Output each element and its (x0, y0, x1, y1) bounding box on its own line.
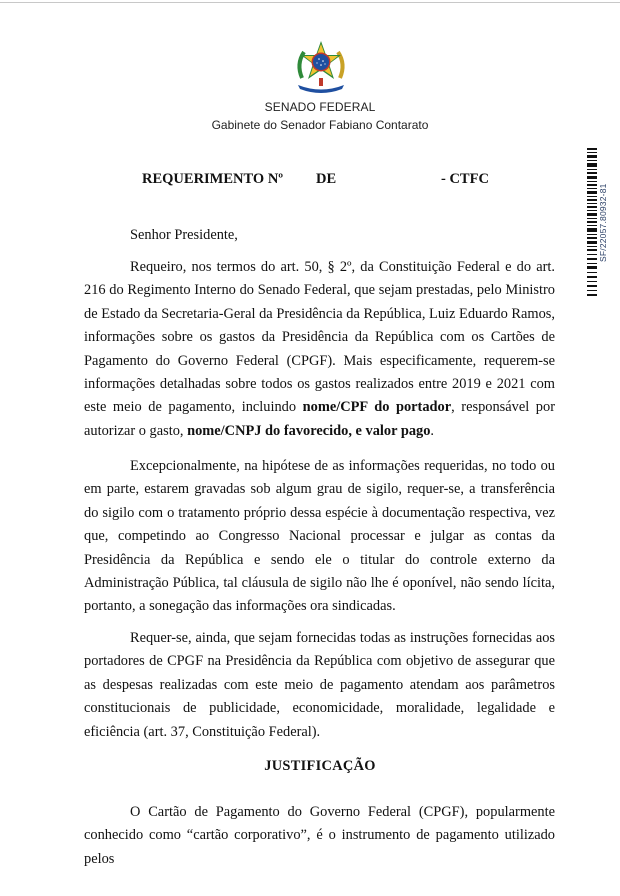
request-paragraph-1 (84, 256, 555, 443)
institution-name: SENADO FEDERAL (264, 100, 376, 114)
requerimento-number-label: REQUERIMENTO Nº (142, 171, 284, 187)
page-top-border (0, 2, 620, 3)
requerimento-date-label: DE (316, 171, 337, 187)
greeting: Senhor Presidente, (130, 227, 238, 243)
document-barcode (587, 148, 597, 298)
p4-text: O Cartão de Pagamento do Governo Federal (CPGF), popularmente conhecido como “cartão corporativo”, é o instrumento de pagamento utilizado pelos (84, 804, 555, 867)
p1-text-b: , responsável por autorizar o gasto, (84, 399, 555, 439)
p1-bold-valor: , e valor pago (348, 422, 431, 439)
p3-text: Requer-se, ainda, que sejam fornecidas todas as instruções fornecidas aos portadores de CPGF na Presidência da República com objetivo de assegurar que as despesas realizadas com este meio de pagamento atendam aos parâmetros constitucionais de publicidade, economicidade, moralidade, legalidade e eficiência (art. 37, Constituição Federal). (84, 630, 555, 740)
request-paragraph-2 (84, 455, 555, 619)
requerimento-committee: - CTFC (441, 171, 489, 187)
p1-bold-favorecido: nome/CNPJ do favorecido (187, 422, 349, 439)
justification-heading: JUSTIFICAÇÃO (264, 758, 376, 774)
p1-bold-portador: nome/CPF do portador (302, 399, 452, 416)
p2-text: Excepcionalmente, na hipótese de as informações requeridas, no todo ou em parte, estarem gravadas sob algum grau de sigilo, requer-se, a transferência do sigilo com o tratamento próprio dessa espécie à documentação respectiva, vez que, competindo ao Congresso Nacional processar e julgar as contas da Presidência da República e sendo ele o titular do controle externo da Administração Pública, tal cláusula de sigilo não lhe é oponível, não sendo lícita, portanto, a sonegação das informações ora sindicadas. (84, 458, 555, 615)
request-paragraph-3 (84, 627, 555, 744)
barcode-code: SF/22057.80932-81 (598, 183, 608, 262)
brazil-coat-of-arms-icon (292, 38, 350, 96)
office-name: Gabinete do Senador Fabiano Contarato (211, 118, 429, 132)
p1-text-a: Requeiro, nos termos do art. 50, § 2º, da Constituição Federal e do art. 216 do Regimento Interno do Senado Federal, que sejam prestadas, pelo Ministro de Estado da Secretaria-Geral da Presidência da República, Luiz Eduardo Ramos, informações sobre os gastos da Presidência da República com os Cartões de Pagamento do Governo Federal (CPGF). Mais especificamente, requerem-se informações detalhadas sobre todos os gastos realizados entre 2019 e 2021 com este meio de pagamento, incluindo (84, 259, 555, 416)
p1-text-c: . (430, 422, 435, 439)
justification-paragraph-1 (84, 801, 555, 871)
